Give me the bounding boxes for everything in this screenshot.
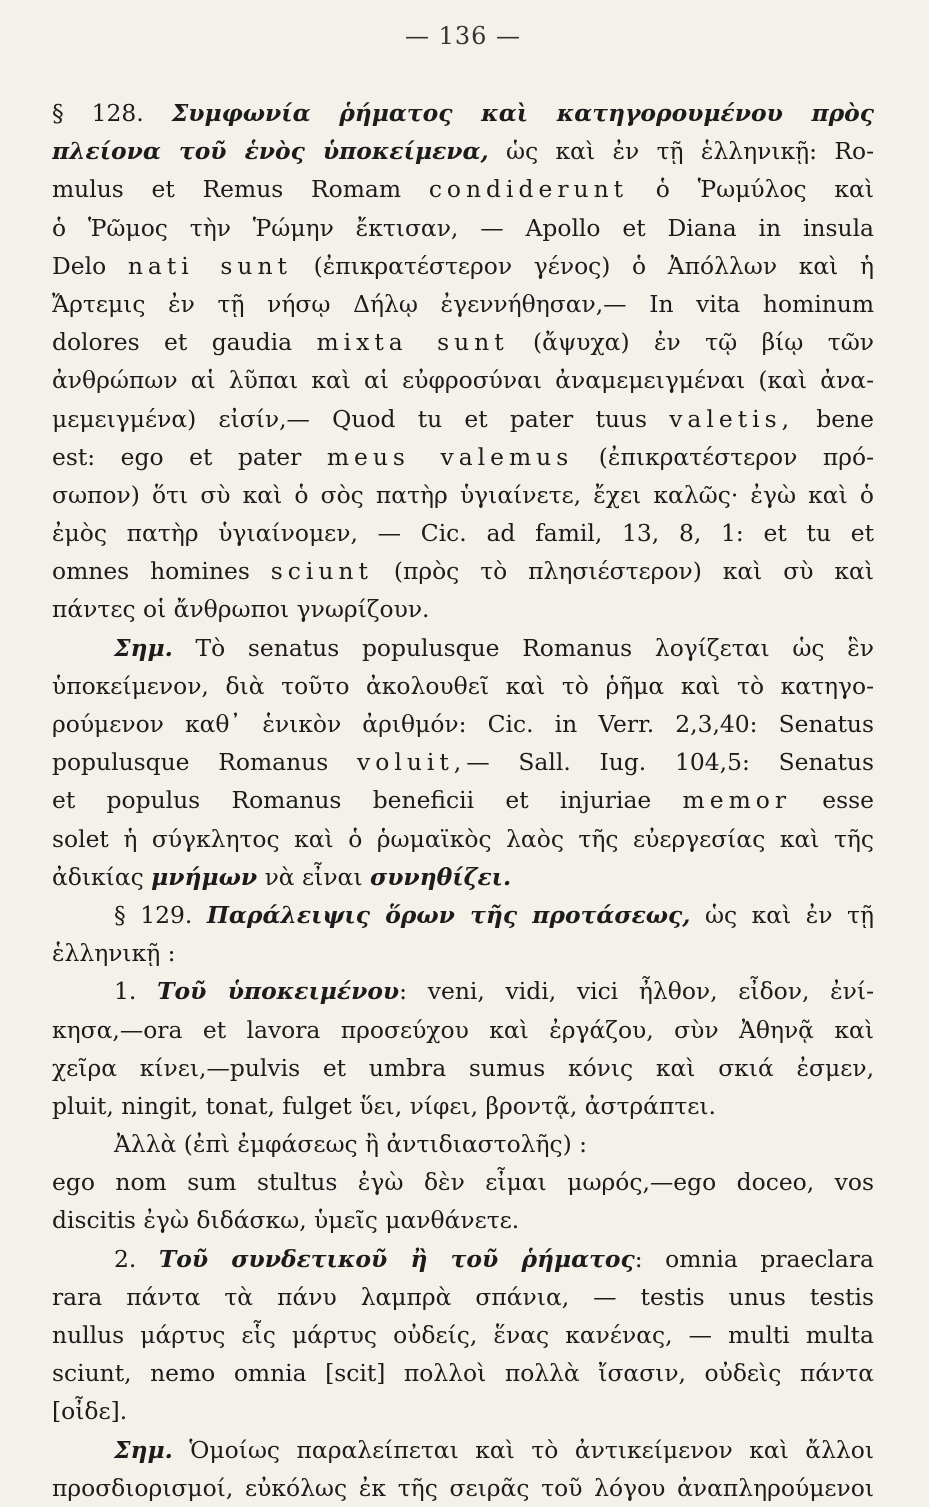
body-text: Ἀλλὰ (ἐπὶ ἐμφάσεως ἢ ἀντιδιαστολῆς) : — [114, 1130, 588, 1159]
text-line — [52, 590, 874, 628]
text-line — [52, 858, 874, 896]
body-text: ὡς καὶ ἐν τῇ — [690, 900, 874, 929]
body-text: discitis ἐγὼ διδάσκω, ὑμεῖς μανθάνετε. — [52, 1206, 520, 1235]
text-line — [52, 1201, 874, 1239]
body-text: bene — [794, 404, 874, 433]
body-text: solet ἡ σύγκλητος καὶ ὁ ῥωμαϊκὸς λαὸς τῆς εὐεργεσίας καὶ τῆς — [52, 824, 874, 853]
text-line — [52, 1469, 874, 1507]
text-line — [52, 247, 874, 285]
text-line — [52, 1392, 874, 1430]
text-line — [52, 438, 874, 476]
body-text: ρούμενον καθ᾽ ἑνικὸν ἀριθμόν: Cic. in Verr. 2,3,40: Senatus — [52, 710, 874, 738]
text-line — [52, 1163, 874, 1201]
note-label: Σημ. — [114, 633, 173, 662]
body-text: ὡς καὶ ἐν τῇ ἑλληνικῇ: Ro- — [488, 137, 874, 166]
text-line — [52, 170, 874, 208]
spaced-verb: sciunt — [270, 557, 373, 586]
text-line — [52, 552, 874, 590]
body-text: ἀδικίας — [52, 862, 152, 891]
body-text: sciunt, nemo omnia [scit] πολλοὶ πολλὰ ἴσασιν, οὐδεὶς πάντα — [52, 1359, 874, 1388]
spaced-verb: meus valemus — [326, 442, 574, 471]
text-line — [52, 361, 874, 399]
text-line — [52, 1240, 874, 1278]
page-body — [52, 94, 874, 1507]
body-text: esse — [791, 786, 874, 815]
body-text: (πρὸς τὸ πλησιέστερον) καὶ σὺ καὶ — [372, 557, 874, 586]
text-line — [52, 896, 874, 934]
body-text: κησα,—ora et lavora προσεύχου καὶ ἐργάζου, σὺν Ἀθηνᾷ καὶ — [52, 1015, 874, 1044]
text-line — [52, 1278, 874, 1316]
text-line — [52, 476, 874, 514]
text-line — [52, 629, 874, 667]
heading-text: Τοῦ ὑποκειμένου — [157, 977, 400, 1006]
text-line — [52, 514, 874, 552]
text-line — [52, 323, 874, 361]
body-text: omnes homines — [52, 557, 271, 586]
body-text: : veni, vidi, vici ἦλθον, εἶδον, ἐνί- — [399, 977, 874, 1006]
page-number: — 136 — — [404, 22, 522, 50]
body-text: (ἐπικρατέστερον γένος) ὁ Ἀπόλλων καὶ ἡ — [291, 251, 874, 280]
body-text: ego nom sum stultus ἐγὼ δὲν εἶμαι μωρός,—ego doceo, vos — [52, 1168, 874, 1197]
text-line — [52, 705, 874, 743]
spaced-verb: nati sunt — [127, 251, 292, 280]
body-text: — Sall. Iug. 104,5: Senatus — [466, 748, 874, 777]
body-text: (ἄψυχα) ἐν τῷ βίῳ τῶν — [508, 328, 874, 357]
body-text: προσδιορισμοί, εὐκόλως ἐκ τῆς σειρᾶς τοῦ λόγου ἀναπληρούμενοι — [52, 1473, 874, 1502]
body-text: et populus Romanus beneficii et injuriae — [52, 786, 683, 815]
text-line — [52, 1049, 874, 1087]
body-text: Τὸ senatus populusque Romanus λογίζεται ὡς ἓν — [172, 633, 874, 662]
heading-text: συνηθίζει. — [369, 862, 512, 891]
body-text: ὁ Ῥῶμος τὴν Ῥώμην ἔκτισαν, — Apollo et Diana in insula — [52, 213, 874, 242]
body-text: rara πάντα τὰ πάνυ λαμπρὰ σπάνια, — testis unus testis — [52, 1282, 874, 1311]
heading-text: Παράλειψις ὅρων τῆς προτάσεως, — [206, 900, 691, 929]
note-label: Σημ. — [114, 1435, 173, 1464]
heading-text: Συμφωνία ῥήματος καὶ κατηγορουμένου πρὸς — [171, 99, 874, 127]
body-text: nullus μάρτυς εἷς μάρτυς οὐδείς, ἕνας κανένας, — multi multa — [52, 1321, 874, 1349]
spaced-verb: voluit, — [357, 748, 467, 777]
book-page — [52, 22, 874, 1507]
body-text: μεμειγμένα) εἰσίν,— Quod tu et pater tuus — [52, 404, 670, 433]
body-text: σωπον) ὅτι σὺ καὶ ὁ σὸς πατὴρ ὑγιαίνετε, ἔχει καλῶς· ἐγὼ καὶ ὁ — [52, 480, 874, 509]
body-text: mulus et Remus Romam — [52, 175, 429, 204]
body-text: ἐμὸς πατὴρ ὑγιαίνομεν, — Cic. ad famil, 13, 8, 1: et tu et — [52, 519, 874, 548]
body-text: populusque Romanus — [52, 748, 358, 777]
body-text: ἀνθρώπων αἱ λῦπαι καὶ αἱ εὐφροσύναι ἀναμεμειγμέναι (καὶ ἀνα- — [52, 366, 874, 395]
body-text: πάντες οἱ ἄνθρωποι γνωρίζουν. — [52, 595, 430, 624]
text-line — [52, 972, 874, 1010]
text-line — [52, 743, 874, 781]
text-line — [52, 132, 874, 170]
text-line — [52, 667, 874, 705]
spaced-verb: memor — [682, 786, 792, 815]
spaced-verb: mixta sunt — [316, 328, 509, 357]
spaced-verb: condiderunt — [428, 175, 629, 204]
body-text: χεῖρα κίνει,—pulvis et umbra sumus κόνις καὶ σκιά ἐσμεν, — [52, 1053, 874, 1082]
body-text: Delo — [52, 251, 128, 280]
body-text: ἑλληνικῇ : — [52, 939, 176, 968]
body-text: Ὁμοίως παραλείπεται καὶ τὸ ἀντικείμενον καὶ ἄλλοι — [172, 1435, 874, 1464]
body-text: Ἄρτεμις ἐν τῇ νήσῳ Δήλῳ ἐγεννήθησαν,— In vita hominum — [52, 289, 874, 318]
body-text: est: ego et pater — [52, 442, 327, 471]
heading-text: πλείονα τοῦ ἑνὸς ὑποκείμενα, — [52, 137, 489, 166]
text-line — [52, 209, 874, 247]
body-text: ὁ Ῥωμύλος καὶ — [628, 175, 874, 204]
text-line — [52, 285, 874, 323]
body-text: ὑποκείμενον, διὰ τοῦτο ἀκολουθεῖ καὶ τὸ ῥῆμα καὶ τὸ κατηγο- — [52, 671, 874, 700]
text-line — [52, 400, 874, 438]
text-line — [52, 781, 874, 819]
body-text: [οἶδε]. — [52, 1397, 128, 1426]
body-text: (ἐπικρατέστερον πρό- — [573, 442, 874, 471]
text-line — [52, 1354, 874, 1392]
spaced-verb: valetis, — [669, 404, 795, 433]
heading-text: μνήμων — [151, 862, 258, 891]
text-line — [52, 820, 874, 858]
body-text: : omnia praeclara — [634, 1244, 874, 1273]
text-line — [52, 1087, 874, 1125]
body-text: νὰ εἶναι — [257, 862, 370, 891]
text-line — [52, 94, 874, 132]
text-line — [52, 1011, 874, 1049]
body-text: § 128. — [52, 99, 172, 127]
text-line — [52, 1316, 874, 1354]
body-text: 1. — [114, 977, 158, 1006]
body-text: 2. — [114, 1244, 159, 1273]
body-text: § 129. — [114, 900, 207, 929]
text-line — [52, 1125, 874, 1163]
text-line — [52, 1431, 874, 1469]
body-text: dolores et gaudia — [52, 328, 317, 357]
heading-text: Τοῦ συνδετικοῦ ἢ τοῦ ῥήματος — [158, 1244, 635, 1273]
body-text: pluit, ningit, tonat, fulget ὕει, νίφει, βροντᾷ, ἀστράπτει. — [52, 1091, 716, 1120]
text-line — [52, 934, 874, 972]
